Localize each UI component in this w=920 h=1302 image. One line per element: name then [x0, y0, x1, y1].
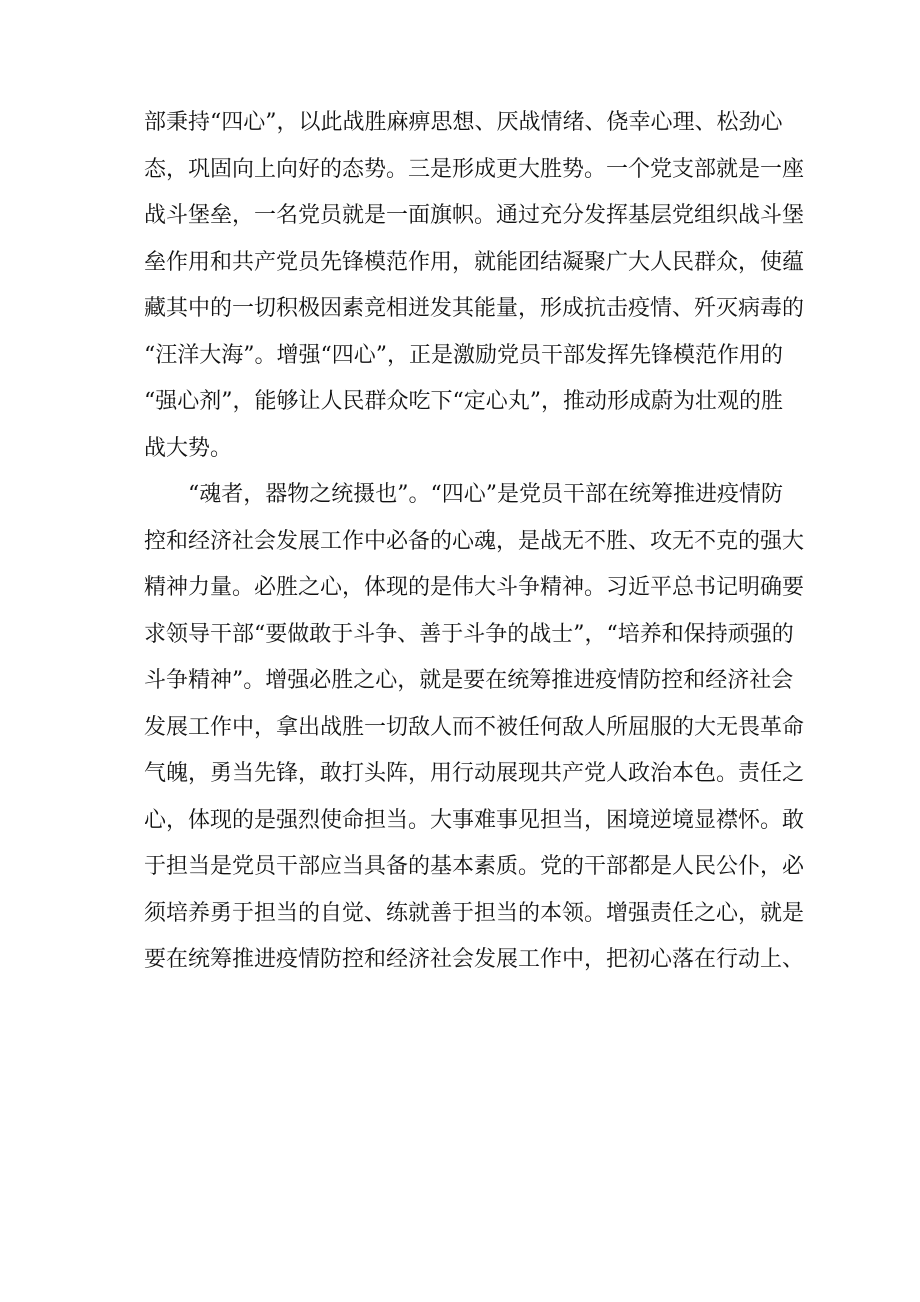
- body-text: [144, 100, 805, 984]
- text-line: 求领导干部“要做敢于斗争、善于斗争的战士”，“培养和保持顽强的: [144, 621, 794, 647]
- text-line-indented: “魂者，器物之统摄也”。“四心”是党员干部在统筹推进疫情防: [188, 482, 783, 507]
- text-line: 垒作用和共产党员先锋模范作用，就能团结凝聚广大人民群众，使蕴: [144, 249, 805, 275]
- text-line: 战大势。: [144, 435, 233, 461]
- text-line: 控和经济社会发展工作中必备的心魂，是战无不胜、攻无不克的强大: [144, 528, 805, 554]
- text-line: 精神力量。必胜之心，体现的是伟大斗争精神。习近平总书记明确要: [144, 575, 805, 600]
- text-line: “汪洋大海”。增强“四心”，正是激励党员干部发挥先锋模范作用的: [144, 342, 783, 368]
- text-line: 藏其中的一切积极因素竞相迸发其能量，形成抗击疫情、歼灭病毒的: [144, 296, 805, 321]
- text-line: 部秉持“四心”，以此战胜麻痹思想、厌战情绪、侥幸心理、松劲心: [144, 110, 783, 135]
- text-line: 斗争精神”。增强必胜之心，就是要在统筹推进疫情防控和经济社会: [144, 668, 794, 693]
- text-line: 于担当是党员干部应当具备的基本素质。党的干部都是人民公仆，必: [144, 854, 805, 879]
- text-line: “强心剂”，能够让人民群众吃下“定心丸”，推动形成蔚为壮观的胜: [144, 389, 783, 414]
- paragraph-1: [144, 100, 805, 472]
- paragraph-2: [144, 472, 805, 984]
- text-line: 须培养勇于担当的自觉、练就善于担当的本领。增强责任之心，就是: [144, 900, 805, 926]
- text-line: 战斗堡垒，一名党员就是一面旗帜。通过充分发挥基层党组织战斗堡: [144, 203, 805, 228]
- text-line: 要在统筹推进疫情防控和经济社会发展工作中，把初心落在行动上、: [144, 947, 805, 972]
- text-line: 心，体现的是强烈使命担当。大事难事见担当，困境逆境显襟怀。敢: [144, 807, 805, 833]
- text-line: 态，巩固向上向好的态势。三是形成更大胜势。一个党支部就是一座: [144, 156, 805, 182]
- text-line: 发展工作中，拿出战胜一切敌人而不被任何敌人所屈服的大无畏革命: [144, 714, 805, 740]
- text-line: 气魄，勇当先锋，敢打头阵，用行动展现共产党人政治本色。责任之: [144, 761, 805, 786]
